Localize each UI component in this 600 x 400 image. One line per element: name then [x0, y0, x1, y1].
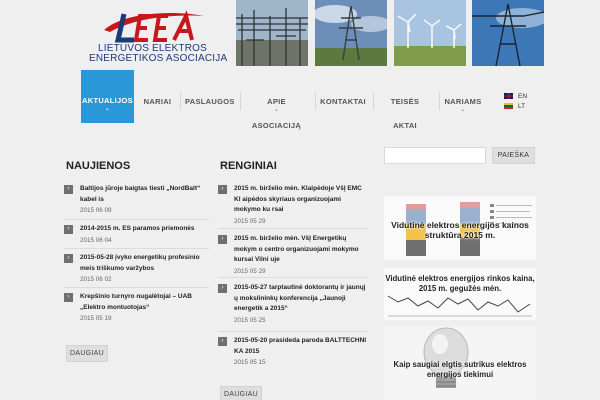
lang-en[interactable] — [504, 93, 527, 102]
nav-item-aktualijos-label: AKTUALIJOS — [82, 96, 133, 105]
news-divider — [64, 248, 209, 249]
header-photo-substation — [236, 0, 308, 66]
arrow-right-icon: › — [64, 293, 73, 302]
news-divider — [64, 287, 209, 288]
banner-market-price-title: Vidutinė elektros energijos rinkos kaina, 2015 m. gegužės mėn. — [385, 274, 535, 293]
nav-item-nariai[interactable] — [141, 90, 174, 114]
leea-logo-icon — [94, 10, 206, 44]
lang-en-label: EN — [518, 93, 528, 100]
news-item[interactable] — [67, 292, 210, 325]
event-item-date: 2015 05 29 — [234, 267, 266, 275]
nav-item-teises-aktai-label: TEISĖS AKTAI — [390, 97, 420, 130]
nav-item-teises-aktai[interactable] — [378, 90, 432, 130]
event-item-title: 2015 m. birželio mėn. Klaipėdoje VšĮ EMC Kl aipėdos skyriaus organizuojami mokymo ku rsai — [234, 185, 362, 213]
nav-separator — [180, 92, 181, 110]
news-heading: NAUJIENOS — [66, 160, 131, 172]
events-more-button[interactable]: DAUGIAU — [220, 386, 262, 400]
nav-item-kontaktai[interactable] — [320, 90, 366, 114]
arrow-right-icon: › — [218, 284, 227, 293]
nav-separator — [373, 92, 374, 110]
arrow-right-icon: › — [64, 225, 73, 234]
event-item-date: 2015 05 29 — [234, 217, 266, 225]
nav-separator — [240, 92, 241, 110]
event-item[interactable] — [221, 234, 368, 277]
search-input[interactable] — [384, 147, 486, 164]
header-photo-power-lines — [472, 0, 544, 66]
news-item-title: Krepšinio turnyro nugalėtojai – UAB „Elektro montuotojas“ — [80, 293, 192, 311]
nav-item-apie-asociacija[interactable] — [244, 90, 309, 130]
arrow-right-icon: › — [218, 337, 227, 346]
nav-item-nariams-label: NARIAMS — [444, 97, 482, 106]
news-item-title: 2014-2015 m. ES paramos priemonės — [80, 225, 195, 232]
events-divider — [218, 331, 368, 332]
banner-market-price[interactable] — [384, 268, 536, 320]
event-item[interactable] — [221, 184, 368, 227]
nav-item-paslaugos[interactable] — [185, 90, 233, 114]
news-divider — [64, 219, 209, 220]
event-item[interactable] — [221, 336, 368, 369]
nav-item-apie-asociacija-label: APIE ASOCIACIJĄ — [251, 97, 302, 130]
news-item[interactable] — [67, 253, 210, 286]
header-photo-wind-turbines — [394, 0, 466, 66]
uk-flag-icon — [504, 93, 513, 99]
chevron-down-icon: ⌄ — [460, 107, 466, 113]
search-button[interactable]: PAIEŠKA — [492, 147, 535, 164]
events-heading: RENGINIAI — [220, 160, 277, 172]
chevron-down-icon: ⌄ — [273, 107, 280, 113]
event-item-date: 2015 05 25 — [234, 316, 266, 324]
arrow-right-icon: › — [218, 185, 227, 194]
lt-flag-icon — [504, 103, 513, 109]
banner-price-structure[interactable] — [384, 196, 536, 260]
news-item-title: Baltijos jūroje baigtas tiesti „NordBalt“ kabel is — [80, 185, 201, 203]
news-more-button[interactable]: DAUGIAU — [66, 345, 108, 362]
news-item-date: 2015 06 02 — [80, 276, 112, 283]
event-item-date: 2015 05 15 — [234, 359, 266, 366]
site-logo[interactable] — [86, 10, 236, 66]
lang-lt-label: LT — [518, 103, 526, 110]
arrow-right-icon: › — [218, 235, 227, 244]
news-item-date: 2015 05 19 — [80, 315, 112, 322]
banner-safety-title: Kaip saugiai elgtis sutrikus elektros energijos tiekimui — [393, 360, 527, 379]
nav-item-paslaugos-label: PASLAUGOS — [185, 97, 235, 106]
event-item[interactable] — [221, 283, 368, 326]
event-item-title: 2015 m. birželio mėn. VšĮ Energetikų mokym o centro organizuojami mokymo kursai Vilni uje — [234, 235, 359, 263]
banner-price-structure-title: Vidutinė elektros energijos kainos struktūra 2015 m. — [391, 220, 529, 240]
event-item-title: 2015-05-20 prasideda paroda BALTTECHNI KA 2015 — [234, 337, 367, 355]
news-item[interactable] — [67, 184, 210, 217]
logo-text-line1: LIETUVOS ELEKTROS — [98, 43, 207, 54]
news-item[interactable] — [67, 224, 210, 246]
arrow-right-icon: › — [64, 254, 73, 263]
nav-item-nariams[interactable] — [443, 90, 483, 114]
nav-separator — [439, 92, 440, 110]
lang-lt[interactable] — [504, 103, 525, 112]
nav-item-nariai-label: NARIAI — [143, 97, 172, 106]
header-photo-pylon — [315, 0, 387, 66]
arrow-right-icon: › — [64, 185, 73, 194]
nav-separator — [315, 92, 316, 110]
banner-safety[interactable] — [384, 326, 536, 400]
events-divider — [218, 228, 368, 229]
chevron-down-icon: ⌄ — [104, 106, 111, 112]
events-divider — [218, 277, 368, 278]
news-item-date: 2015 06 09 — [80, 207, 112, 214]
news-item-title: 2015-05-28 įvyko energetikų profesinio meis triškumo varžybos — [80, 254, 200, 272]
event-item-title: 2015-05-27 tarptautinė doktorantų ir jaunųj ų mokslininkų konferencija „Jaunoji energetik a 2015“ — [234, 284, 366, 312]
logo-text-line2: ENERGETIKOS ASOCIACIJA — [89, 53, 228, 64]
news-item-date: 2015 06 04 — [80, 236, 112, 244]
nav-item-kontaktai-label: KONTAKTAI — [320, 97, 366, 106]
